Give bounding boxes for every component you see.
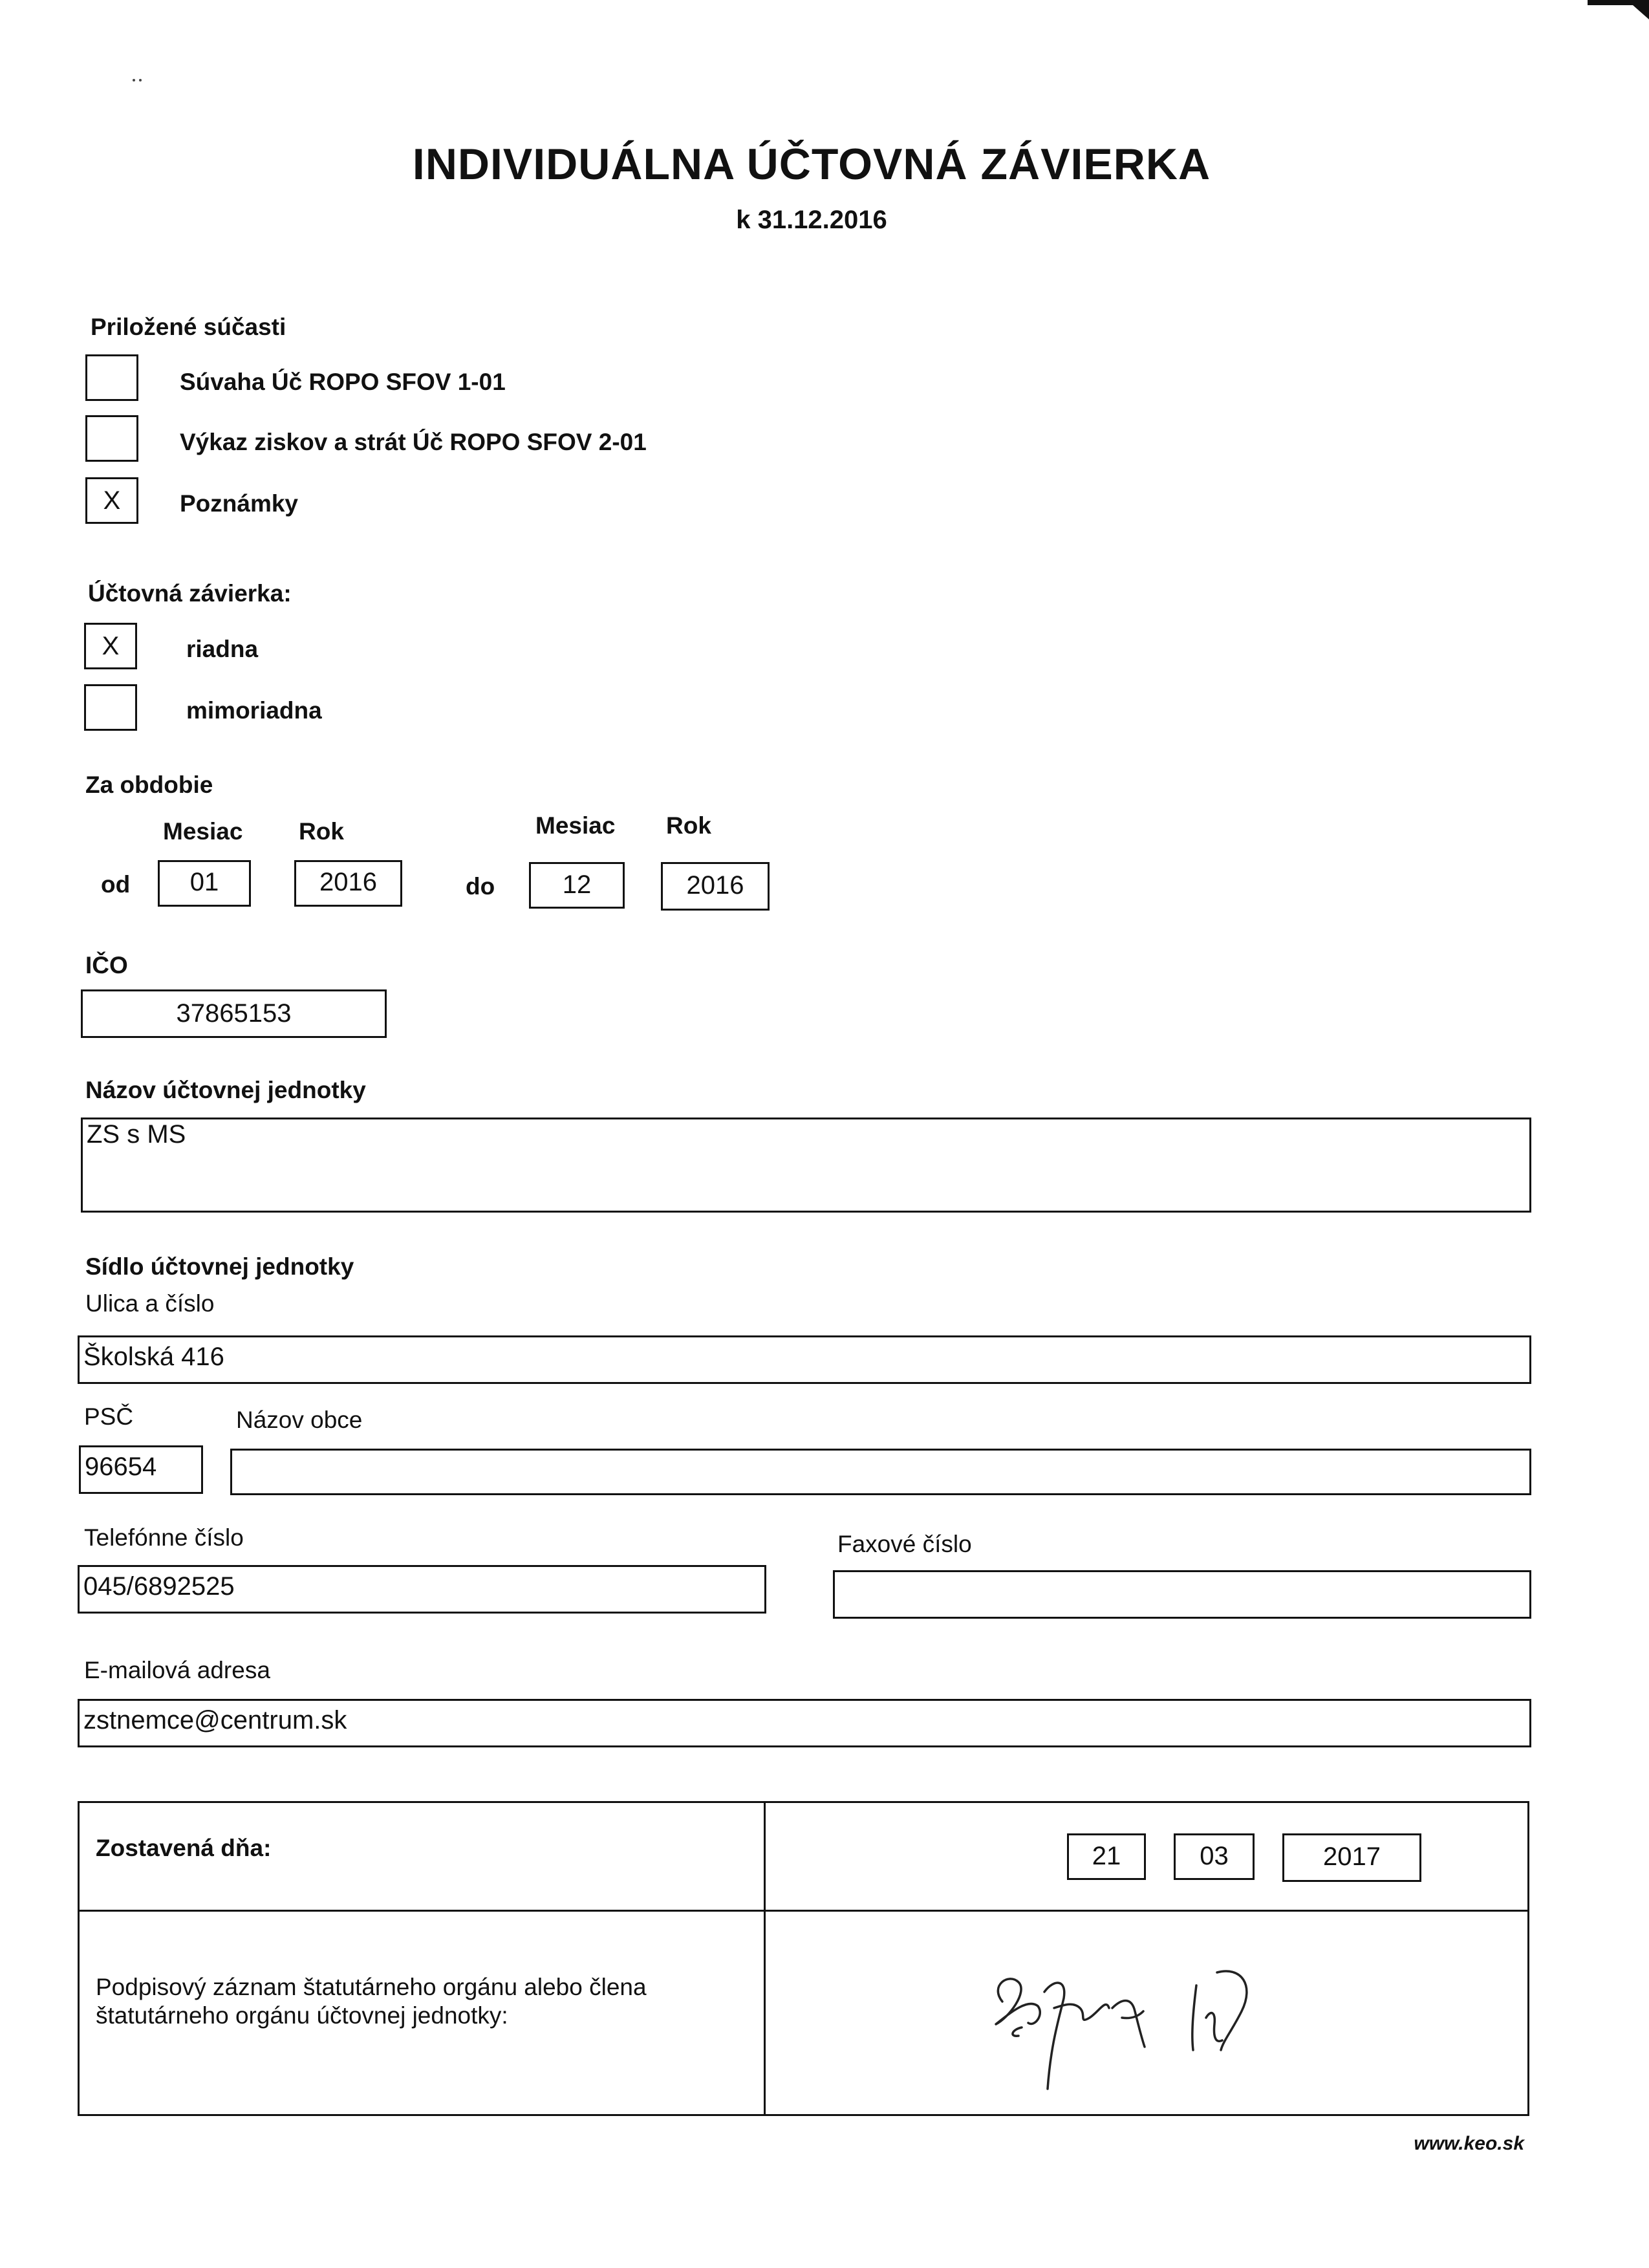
scan-speck xyxy=(139,79,142,81)
page-subtitle: k 31.12.2016 xyxy=(736,206,887,234)
to-month-field[interactable]: 12 xyxy=(529,862,625,909)
checkbox-extraordinary[interactable] xyxy=(84,684,137,731)
ico-field[interactable]: 37865153 xyxy=(81,989,387,1038)
to-label: do xyxy=(466,873,495,900)
checkbox-regular[interactable]: X xyxy=(84,623,137,669)
phone-field[interactable]: 045/6892525 xyxy=(78,1565,766,1614)
balance-sheet-label: Súvaha Úč ROPO SFOV 1-01 xyxy=(180,369,506,395)
to-year-field[interactable]: 2016 xyxy=(661,862,770,911)
compiled-day-field[interactable]: 21 xyxy=(1067,1833,1146,1880)
page-title: INDIVIDUÁLNA ÚČTOVNÁ ZÁVIERKA xyxy=(412,140,1211,189)
closing-type-heading: Účtovná závierka: xyxy=(88,580,292,607)
email-field[interactable]: zstnemce@centrum.sk xyxy=(78,1699,1531,1747)
zip-field[interactable]: 96654 xyxy=(79,1445,203,1494)
address-heading: Sídlo účtovnej jednotky xyxy=(85,1253,354,1280)
checkbox-balance-sheet[interactable] xyxy=(85,354,138,401)
footer-source: www.keo.sk xyxy=(1414,2133,1524,2154)
to-month-label: Mesiac xyxy=(535,812,616,839)
signature-label-line2: štatutárneho orgánu účtovnej jednotky: xyxy=(96,2002,508,2029)
from-label: od xyxy=(101,871,131,898)
table-divider-vertical xyxy=(764,1803,766,2114)
checkbox-profit-loss[interactable] xyxy=(85,415,138,462)
from-month-label: Mesiac xyxy=(163,818,243,845)
compiled-month-field[interactable]: 03 xyxy=(1174,1833,1255,1880)
street-label: Ulica a číslo xyxy=(85,1290,215,1317)
fax-field[interactable] xyxy=(833,1570,1531,1619)
phone-label: Telefónne číslo xyxy=(84,1524,244,1551)
ico-label: IČO xyxy=(85,952,128,978)
signature-label-line1: Podpisový záznam štatutárneho orgánu alebo člena xyxy=(96,1974,647,2000)
extraordinary-label: mimoriadna xyxy=(186,697,322,724)
regular-label: riadna xyxy=(186,636,259,662)
zip-label: PSČ xyxy=(84,1403,134,1430)
from-year-label: Rok xyxy=(299,818,344,845)
compiled-year-field[interactable]: 2017 xyxy=(1282,1833,1421,1882)
to-year-label: Rok xyxy=(666,812,711,839)
entity-name-field[interactable]: ZS s MS xyxy=(81,1118,1531,1213)
notes-label: Poznámky xyxy=(180,490,299,517)
handwritten-signature xyxy=(983,1947,1280,2108)
table-divider-horizontal xyxy=(80,1910,1527,1912)
compiled-label: Zostavená dňa: xyxy=(96,1835,272,1861)
city-field[interactable] xyxy=(230,1449,1531,1495)
from-month-field[interactable]: 01 xyxy=(158,860,251,907)
from-year-field[interactable]: 2016 xyxy=(294,860,402,907)
city-label: Názov obce xyxy=(236,1407,363,1433)
fax-label: Faxové číslo xyxy=(837,1531,972,1557)
corner-mark-icon xyxy=(1588,0,1649,19)
profit-loss-label: Výkaz ziskov a strát Úč ROPO SFOV 2-01 xyxy=(180,429,647,455)
scan-speck xyxy=(133,79,135,81)
email-label: E-mailová adresa xyxy=(84,1657,270,1683)
period-heading: Za obdobie xyxy=(85,772,213,798)
checkbox-notes[interactable]: X xyxy=(85,477,138,524)
attachments-heading: Priložené súčasti xyxy=(91,314,286,340)
entity-name-label: Názov účtovnej jednotky xyxy=(85,1077,366,1103)
street-field[interactable]: Školská 416 xyxy=(78,1335,1531,1384)
